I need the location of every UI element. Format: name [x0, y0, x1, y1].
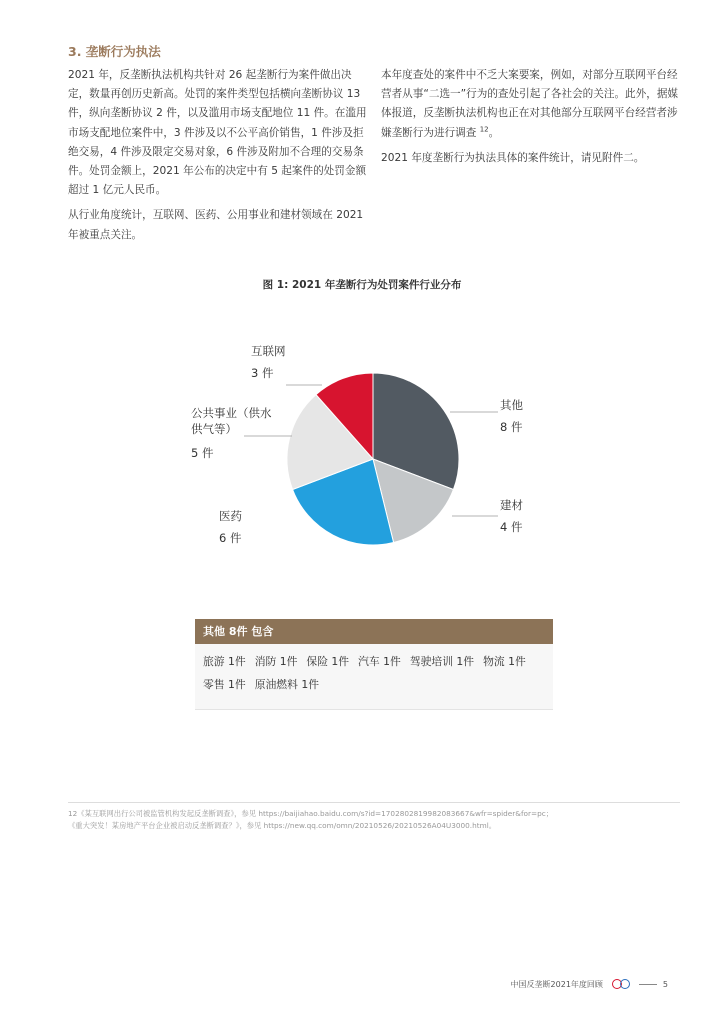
others-item: 汽车 1件 [358, 655, 401, 668]
footnote-line-1[interactable]: 12《某互联网出行公司被监管机构发起反垄断调查》，参见 https://baijiahao.baidu.com/s?id=1702802819982083667&wfr=spider&for=pc； [68, 809, 554, 818]
footer-dash [639, 984, 657, 985]
right-paragraph-1-end: 。 [488, 126, 500, 139]
others-item: 保险 1件 [306, 655, 350, 668]
label-utilities-line2: 供气等） [191, 422, 237, 436]
label-building-count: 4 件 [500, 520, 523, 534]
others-item: 零售 1件 [203, 678, 246, 691]
others-box-items [195, 644, 553, 696]
footer-title: 中国反垄断2021年度回顾 [510, 979, 603, 989]
right-paragraph-1-text: 本年度查处的案件中不乏大案要案，例如，对部分互联网平台经营者从事“二选一”行为的查处引起了各社会的关注。此外，据媒体报道，反垄断执法机构也正在对其他部分互联网平台经营者涉嫌垄断行为进行调查 [381, 69, 679, 139]
label-internet-count: 3 件 [251, 366, 274, 380]
label-internet-name: 互联网 [251, 344, 286, 358]
label-pharma [219, 508, 242, 546]
label-internet [251, 343, 286, 381]
others-box-header: 其他 8件 包含 [195, 619, 553, 644]
label-building [500, 497, 523, 535]
label-other-name: 其他 [500, 398, 523, 412]
footnote-line-2[interactable]: 《重大突发！某房地产平台企业被启动反垄断调查？》，参见 https://new.qq.com/omn/20210526/20210526A04U3000.html。 [68, 821, 497, 830]
footnotes [68, 808, 680, 832]
left-paragraph-1: 2021 年，反垄断执法机构共针对 26 起垄断行为案件做出决定，数量再创历史新高。处罚的案件类型包括横向垄断协议 13 件，纵向垄断协议 2 件，以及滥用市场支配地位 11 件。在滥用市场支配地位案件中，3 件涉及以不公平高价销售，1 件涉及拒绝交易，4 件涉及限定交易对象，6 件涉及附加不合理的交易条件。处罚金额上，2021 年公布的决定中有 5 起案件的处罚金额超过 1 亿元人民币。 [68, 69, 367, 197]
label-other-count: 8 件 [500, 420, 523, 434]
label-utilities-count: 5 件 [191, 446, 214, 460]
others-item: 驾驶培训 1件 [409, 655, 475, 668]
section-title: 3. 垄断行为执法 [68, 44, 161, 59]
others-item: 原油燃料 1件 [254, 678, 319, 691]
others-item: 旅游 1件 [203, 655, 246, 668]
label-other [500, 397, 523, 435]
figure-title: 图 1: 2021 年垄断行为处罚案件行业分布 [262, 279, 462, 291]
others-item: 消防 1件 [254, 655, 298, 668]
label-pharma-count: 6 件 [219, 531, 242, 545]
label-building-name: 建材 [500, 498, 523, 512]
page-footer [511, 976, 668, 992]
label-utilities [191, 405, 272, 461]
label-pharma-name: 医药 [219, 509, 242, 523]
page-number: 5 [662, 979, 668, 989]
others-item: 物流 1件 [483, 655, 526, 668]
right-paragraph-2: 2021 年度垄断行为执法具体的案件统计，请见附件二。 [381, 151, 645, 164]
firm-logo-icon [611, 978, 633, 990]
left-paragraph-2: 从行业角度统计，互联网、医药、公用事业和建材领域在 2021 年被重点关注。 [68, 209, 364, 241]
footnote-divider [68, 802, 680, 803]
label-utilities-line1: 公共事业（供水 [191, 406, 272, 420]
footnote-ref-12[interactable]: 12 [479, 125, 489, 134]
others-breakdown-box [195, 619, 553, 710]
